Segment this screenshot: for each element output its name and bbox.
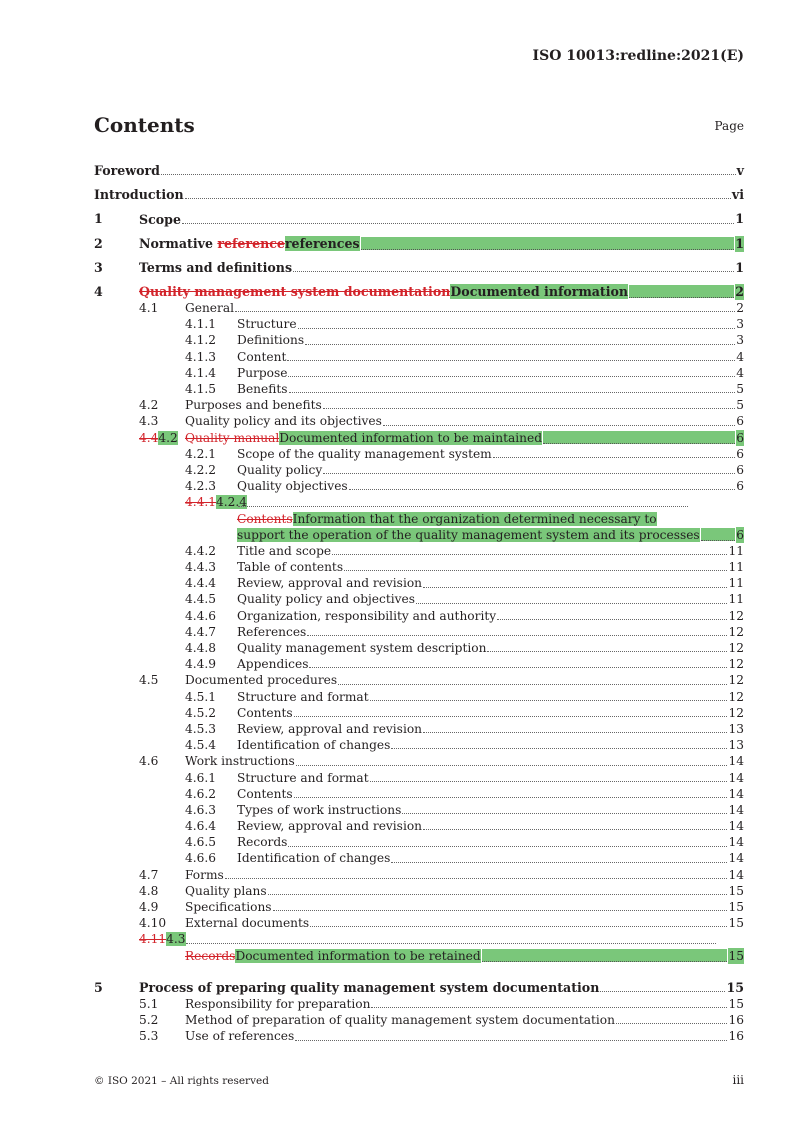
dot-leader <box>287 359 735 361</box>
toc-entry[interactable] <box>94 203 744 227</box>
toc-entry-number: 4.5.2 <box>185 705 217 720</box>
dot-leader <box>370 699 728 701</box>
toc-entry-number: 4.4.3 <box>185 560 217 575</box>
toc-entry-page: 13 <box>728 738 744 753</box>
toc-entry-title: Purpose <box>237 365 288 380</box>
toc-entry[interactable] <box>94 413 744 429</box>
toc-entry-page: 11 <box>728 543 744 558</box>
toc-entry-title: Structure <box>237 317 297 332</box>
toc-entry[interactable] <box>94 802 744 818</box>
toc-entry-number: 4.3 <box>139 414 159 429</box>
toc-entry-page: 6 <box>736 414 744 429</box>
dot-leader <box>288 375 735 377</box>
toc-entry[interactable] <box>94 972 744 996</box>
toc-entry-title: Structure and format <box>237 770 369 785</box>
toc-entry[interactable] <box>94 381 744 397</box>
toc-entry-title: RecordsDocumented information to be retained <box>185 948 481 963</box>
page-number: iii <box>732 1073 744 1087</box>
toc-entry[interactable] <box>94 478 744 494</box>
toc-entry-number: 4.4.14.2.4 <box>185 495 248 510</box>
dot-leader <box>295 1039 727 1041</box>
toc-entry[interactable] <box>94 899 744 915</box>
toc-entry-page: 12 <box>728 689 744 704</box>
dot-leader <box>182 222 734 224</box>
toc-entry-page: 5 <box>736 398 744 413</box>
dot-leader <box>370 780 728 782</box>
dot-leader <box>307 634 727 636</box>
toc-entry-number: 2 <box>94 235 103 251</box>
toc-entry-title: Normative referencereferences <box>139 235 360 251</box>
toc-entry-title: Review, approval and revision <box>237 721 423 736</box>
toc-entry-number: 4.5 <box>139 673 159 688</box>
toc-entry[interactable] <box>94 397 744 413</box>
toc-entry-title: Review, approval and revision <box>237 819 423 834</box>
toc-entry-title: Quality policy and objectives <box>237 592 415 607</box>
toc-entry-number: 4.2.2 <box>185 462 217 477</box>
toc-entry-page: 2 <box>736 301 744 316</box>
toc-entry[interactable] <box>94 575 744 591</box>
toc-entry[interactable] <box>94 1028 744 1044</box>
dot-leader <box>294 715 728 717</box>
toc-entry[interactable] <box>94 818 744 834</box>
toc-entry-number: 4.1.3 <box>185 349 217 364</box>
toc-entry-title: Scope of the quality management system <box>237 446 492 461</box>
toc-entry-number: 4.114.3 <box>139 932 186 947</box>
toc-entry-page: 16 <box>728 1013 744 1028</box>
toc-entry-title: Appendices <box>237 657 309 672</box>
toc-entry-number: 4.6 <box>139 754 159 769</box>
dot-leader <box>344 569 727 571</box>
toc-entry-page: 6 <box>736 462 744 477</box>
toc-entry-title: Review, approval and revision <box>237 576 423 591</box>
toc-entry-page: 14 <box>728 770 744 785</box>
toc-entry-page: 14 <box>728 835 744 850</box>
toc-entry-page: 11 <box>728 576 744 591</box>
toc-entry-number: 4 <box>94 283 103 299</box>
toc-entry[interactable] <box>94 753 744 769</box>
toc-entry-page: 6 <box>736 527 744 542</box>
toc-entry-number: 4.9 <box>139 900 159 915</box>
toc-entry-title: Quality objectives <box>237 479 348 494</box>
toc-entry-page: 2 <box>735 283 744 299</box>
toc-entry-number: 4.4.5 <box>185 592 217 607</box>
dot-leader <box>273 909 728 911</box>
toc-entry-page: 15 <box>728 996 744 1011</box>
toc-entry-title: Method of preparation of quality management system documentation <box>185 1013 615 1028</box>
dot-leader <box>600 990 725 992</box>
toc-entry-page: 6 <box>736 479 744 494</box>
toc-entry-title: Work instructions <box>185 754 295 769</box>
dot-leader <box>289 391 736 393</box>
toc-entry-title: General <box>185 301 234 316</box>
dot-leader <box>332 553 727 555</box>
dot-leader <box>161 173 736 175</box>
dot-leader <box>701 528 736 541</box>
toc-entry-page: 16 <box>728 1029 744 1044</box>
toc-entry-title: Responsibility for preparation <box>185 996 371 1011</box>
dot-leader <box>323 407 735 409</box>
toc-entry-page: 12 <box>728 624 744 639</box>
dot-leader <box>416 602 728 604</box>
toc-entry-title: Purposes and benefits <box>185 398 322 413</box>
toc-entry[interactable] <box>94 316 744 332</box>
toc-entry-page: 3 <box>736 333 744 348</box>
toc-entry-title: Content <box>237 349 287 364</box>
document-id: ISO 10013:redline:2021(E) <box>532 48 744 64</box>
toc-entry-number: 4.6.1 <box>185 770 217 785</box>
toc-entry-title: Structure and format <box>237 689 369 704</box>
toc-entry[interactable] <box>94 462 744 478</box>
toc-entry-number: 4.4.9 <box>185 657 217 672</box>
toc-entry-number: 4.4.8 <box>185 641 217 656</box>
dot-leader <box>323 472 735 474</box>
dot-leader <box>616 1022 728 1024</box>
toc-entry[interactable] <box>94 705 744 721</box>
toc-entry-number: 4.6.3 <box>185 802 217 817</box>
toc-entry-title: External documents <box>185 916 310 931</box>
page-title: Contents <box>94 113 195 137</box>
dot-leader <box>543 431 735 444</box>
toc-entry[interactable] <box>94 786 744 802</box>
toc-entry-page: 14 <box>728 802 744 817</box>
toc-entry[interactable] <box>94 349 744 365</box>
dot-leader <box>238 505 688 507</box>
toc-entry-number: 4.5.1 <box>185 689 217 704</box>
toc-entry-title: Contents <box>237 786 293 801</box>
dot-leader <box>487 650 727 652</box>
toc-entry[interactable] <box>94 770 744 786</box>
toc-entry-number: 4.1 <box>139 301 159 316</box>
toc-entry-page: 1 <box>735 259 744 275</box>
toc-entry[interactable] <box>94 333 744 349</box>
toc-entry-title: Records <box>237 835 288 850</box>
toc-entry-title: Definitions <box>237 333 305 348</box>
dot-leader <box>482 949 728 962</box>
toc-entry-page: 14 <box>728 819 744 834</box>
toc-entry-title: support the operation of the quality management system and its processes <box>237 527 700 542</box>
dot-leader <box>293 270 734 272</box>
toc-entry[interactable] <box>94 834 744 850</box>
dot-leader <box>296 764 728 766</box>
toc-entry[interactable] <box>94 252 744 276</box>
toc-entry-number: 4.5.4 <box>185 738 217 753</box>
toc-entry-page: 12 <box>728 705 744 720</box>
toc-entry-number: 3 <box>94 259 103 275</box>
toc-entry-number: 5.1 <box>139 996 159 1011</box>
dot-leader <box>305 343 735 345</box>
dot-leader <box>338 683 727 685</box>
toc-entry-number: 4.6.6 <box>185 851 217 866</box>
toc-entry-page: 4 <box>736 349 744 364</box>
toc-entry-number: 4.2.3 <box>185 479 217 494</box>
toc-entry-title: Contents <box>237 705 293 720</box>
toc-entry[interactable] <box>94 276 744 300</box>
toc-entry[interactable] <box>94 365 744 381</box>
toc-entry-number: 4.10 <box>139 916 167 931</box>
toc-entry-title: Introduction <box>94 187 184 203</box>
toc-entry-title: Foreword <box>94 163 160 179</box>
toc-entry-title: Process of preparing quality management system documentation <box>139 980 600 995</box>
toc-entry-title: ContentsInformation that the organization determined necessary to <box>237 511 657 526</box>
dot-leader <box>235 310 735 312</box>
toc-entry[interactable] <box>94 543 744 559</box>
toc-entry-title: Use of references <box>185 1029 295 1044</box>
dot-leader <box>268 893 728 895</box>
toc-entry[interactable] <box>94 1012 744 1028</box>
toc-entry-page: 14 <box>728 754 744 769</box>
toc-entry-page: 14 <box>728 786 744 801</box>
toc-entry[interactable] <box>94 867 744 883</box>
toc-entry-title: References <box>237 624 307 639</box>
toc-entry-page: 6 <box>736 446 744 461</box>
dot-leader <box>423 731 727 733</box>
toc-entry-title: Quality manualDocumented information to be maintained <box>185 430 543 445</box>
dot-leader <box>383 424 735 426</box>
dot-leader <box>629 285 734 298</box>
toc-entry[interactable] <box>94 640 744 656</box>
dot-leader <box>391 747 727 749</box>
toc-entry[interactable] <box>94 624 744 640</box>
toc-entry-page: 14 <box>728 867 744 882</box>
toc-entry-page: 12 <box>728 608 744 623</box>
toc-entry-title: Quality management system documentationDocumented information <box>139 284 629 300</box>
toc-entry-title: Identification of changes <box>237 738 391 753</box>
toc-entry-page: v <box>736 162 744 178</box>
toc-entry[interactable] <box>94 915 744 931</box>
dot-leader <box>294 796 728 798</box>
toc-entry-title: Title and scope <box>237 543 332 558</box>
toc-entry[interactable] <box>94 672 744 688</box>
toc-entry-page: 15 <box>726 979 744 995</box>
dot-leader <box>371 1006 727 1008</box>
toc-entry-title: Quality policy and its objectives <box>185 414 382 429</box>
toc-entry-title: Quality policy <box>237 462 323 477</box>
toc-entry-page: 15 <box>728 948 744 963</box>
toc-entry-page: 5 <box>736 382 744 397</box>
toc-entry[interactable] <box>94 228 744 252</box>
toc-entry[interactable] <box>94 737 744 753</box>
dot-leader <box>186 942 716 944</box>
toc-entry-number: 5.3 <box>139 1029 159 1044</box>
toc-entry-page: 11 <box>728 592 744 607</box>
toc-entry[interactable] <box>94 300 744 316</box>
toc-entry[interactable] <box>94 155 744 179</box>
toc-entry-title: Table of contents <box>237 560 344 575</box>
toc-entry[interactable] <box>94 511 744 527</box>
toc-entry-number: 4.1.4 <box>185 365 217 380</box>
dot-leader <box>288 845 727 847</box>
toc-entry-number: 4.6.4 <box>185 819 217 834</box>
toc-entry[interactable] <box>94 948 744 964</box>
dot-leader <box>310 925 727 927</box>
dot-leader <box>423 828 727 830</box>
toc-entry[interactable] <box>94 494 744 510</box>
toc-entry[interactable] <box>94 996 744 1012</box>
toc-entry-title: Organization, responsibility and authority <box>237 608 497 623</box>
toc-entry[interactable] <box>94 851 744 867</box>
toc-entry-page: 3 <box>736 317 744 332</box>
toc-entry-page: 15 <box>728 883 744 898</box>
toc-entry[interactable] <box>94 931 744 947</box>
toc-entry-number: 4.4.2 <box>185 543 217 558</box>
toc-entry-number: 4.4.6 <box>185 608 217 623</box>
toc-entry[interactable] <box>94 689 744 705</box>
page-column-label: Page <box>714 119 744 133</box>
toc-entry-title: Scope <box>139 211 181 227</box>
toc-entry-number: 4.1.5 <box>185 382 217 397</box>
dot-leader <box>309 666 727 668</box>
toc-entry-number: 4.2 <box>139 398 159 413</box>
toc-entry-number: 5 <box>94 979 103 995</box>
toc-entry-page: 4 <box>736 365 744 380</box>
toc-entry-page: 14 <box>728 851 744 866</box>
toc-entry-page: 1 <box>735 235 744 251</box>
toc-entry-number: 4.1.1 <box>185 317 217 332</box>
toc-entry-number: 1 <box>94 211 103 227</box>
toc-entry-page: 11 <box>728 560 744 575</box>
toc-entry[interactable] <box>94 656 744 672</box>
toc-entry-page: 1 <box>735 211 744 227</box>
toc-entry-page: 6 <box>736 430 744 445</box>
toc-entry-number: 4.7 <box>139 867 159 882</box>
toc-entry[interactable] <box>94 592 744 608</box>
toc-entry-number: 4.6.5 <box>185 835 217 850</box>
table-of-contents <box>94 155 744 1045</box>
toc-entry[interactable] <box>94 430 744 446</box>
dot-leader <box>185 197 731 199</box>
toc-entry[interactable] <box>94 527 744 543</box>
dot-leader <box>225 877 728 879</box>
toc-entry-page: 12 <box>728 641 744 656</box>
toc-entry-number: 4.6.2 <box>185 786 217 801</box>
dot-leader <box>402 812 727 814</box>
toc-entry-number: 4.8 <box>139 883 159 898</box>
toc-entry-number: 4.4.4 <box>185 576 217 591</box>
dot-leader <box>349 488 736 490</box>
dot-leader <box>298 327 736 329</box>
toc-entry-title: Forms <box>185 867 224 882</box>
toc-entry-page: 12 <box>728 657 744 672</box>
dot-leader <box>423 586 727 588</box>
toc-entry[interactable] <box>94 559 744 575</box>
toc-entry-title: Quality management system description <box>237 641 487 656</box>
toc-entry-number: 4.4.7 <box>185 624 217 639</box>
toc-entry-title: Identification of changes <box>237 851 391 866</box>
toc-entry-number: 4.1.2 <box>185 333 217 348</box>
toc-entry-page: 13 <box>728 721 744 736</box>
toc-entry[interactable] <box>94 446 744 462</box>
dot-leader <box>361 237 735 250</box>
dot-leader <box>493 456 736 458</box>
toc-entry-number: 4.44.2 <box>139 430 178 445</box>
toc-entry[interactable] <box>94 608 744 624</box>
toc-entry-page: 15 <box>728 916 744 931</box>
toc-entry-number: 4.5.3 <box>185 721 217 736</box>
toc-entry-title: Quality plans <box>185 883 267 898</box>
dot-leader <box>497 618 727 620</box>
toc-entry[interactable] <box>94 721 744 737</box>
dot-leader <box>391 861 727 863</box>
copyright-footer: © ISO 2021 – All rights reserved <box>94 1075 269 1087</box>
toc-entry-title: Documented procedures <box>185 673 338 688</box>
toc-entry-number: 4.2.1 <box>185 446 217 461</box>
toc-entry-title: Terms and definitions <box>139 259 293 275</box>
toc-entry-title: Types of work instructions <box>237 802 402 817</box>
toc-entry-number: 5.2 <box>139 1013 159 1028</box>
toc-entry-page: 15 <box>728 900 744 915</box>
toc-entry[interactable] <box>94 179 744 203</box>
toc-entry-title: Specifications <box>185 900 272 915</box>
toc-entry[interactable] <box>94 883 744 899</box>
toc-entry-title: Benefits <box>237 382 288 397</box>
toc-entry-page: 12 <box>728 673 744 688</box>
toc-entry-page: vi <box>731 187 744 203</box>
